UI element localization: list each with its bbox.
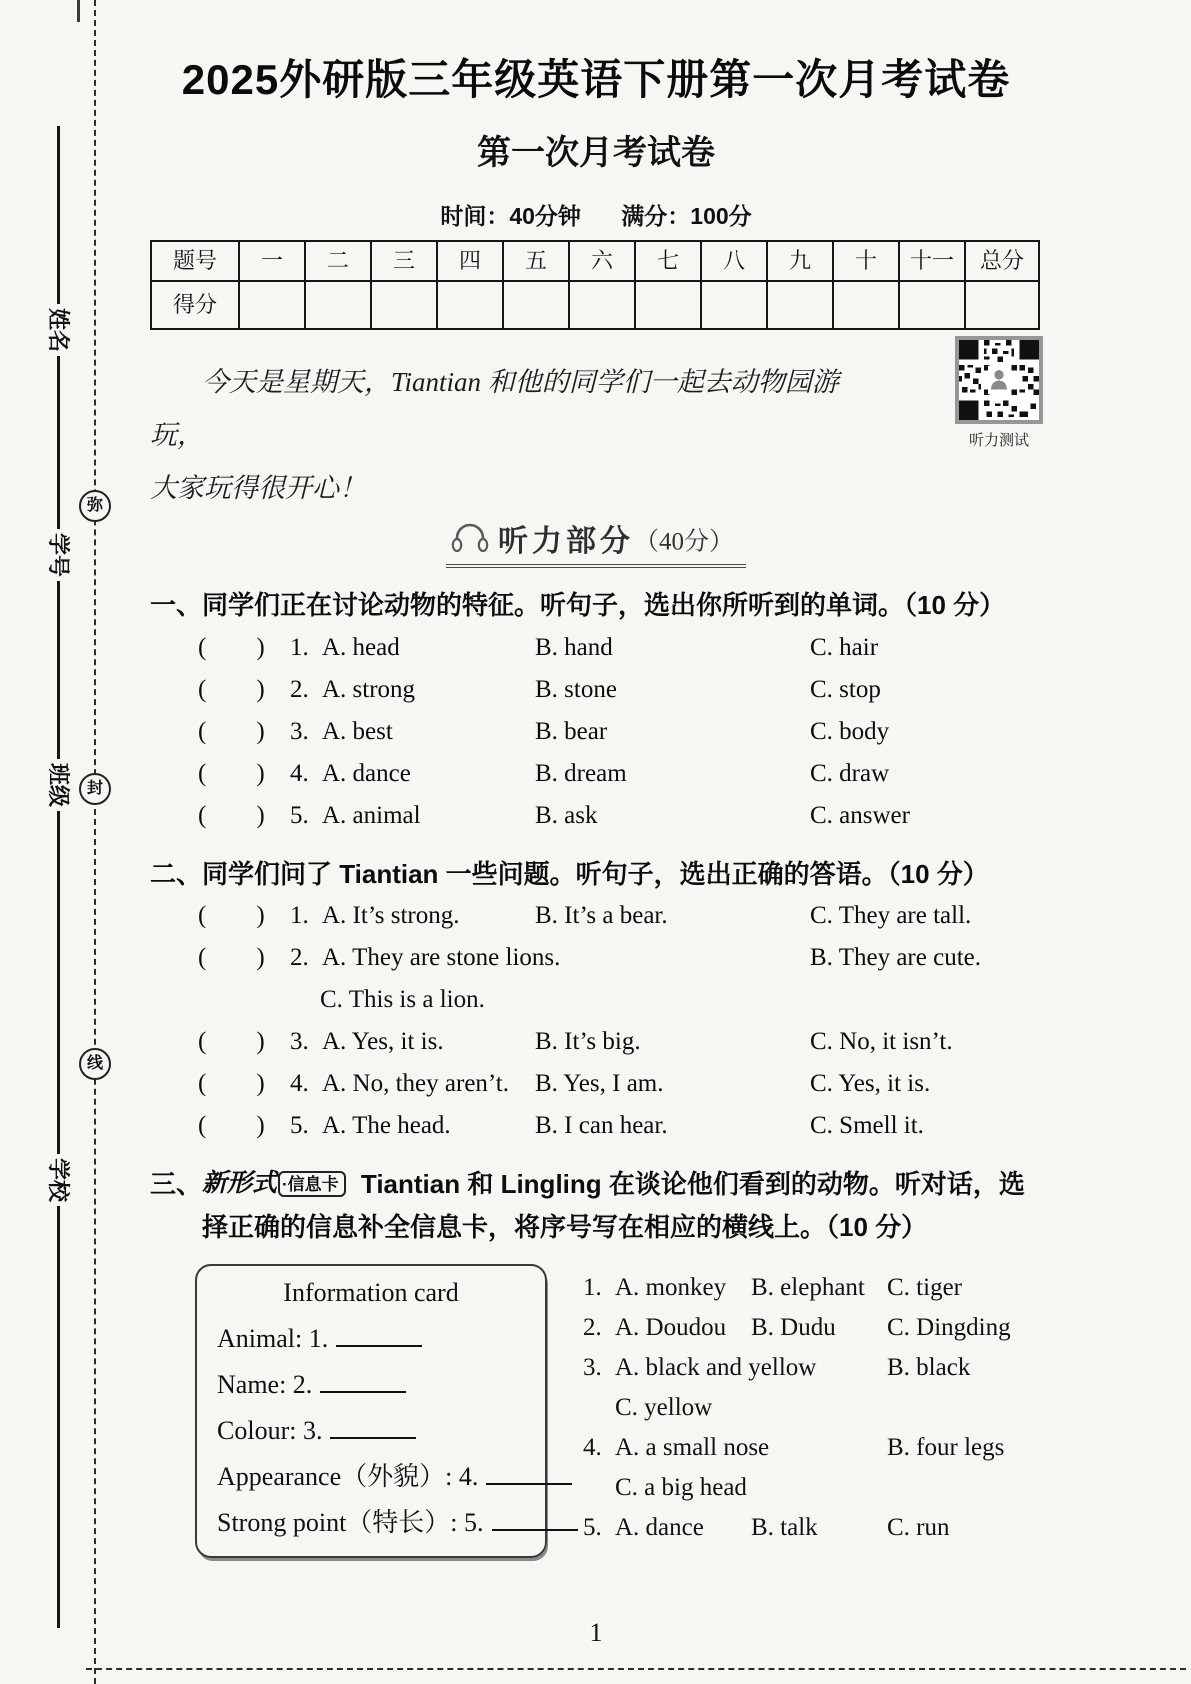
option-b: B. four legs <box>887 1434 1005 1462</box>
score-cell-empty <box>635 281 701 329</box>
card-row <box>217 1372 525 1398</box>
score-table-score-label: 得分 <box>151 281 239 329</box>
option-a: A. dance <box>322 759 411 787</box>
answer-row <box>150 1021 1042 1063</box>
score-cell-empty <box>899 281 965 329</box>
answer-blank <box>486 1465 572 1485</box>
score-cell-empty <box>767 281 833 329</box>
option-b: B. I can hear. <box>535 1112 668 1140</box>
section1-title: 同学们正在讨论动物的特征。听句子，选出你所听到的单词。（10 分） <box>202 589 1006 620</box>
option-row <box>583 1428 1042 1468</box>
option-b: B. They are cute. <box>810 944 981 972</box>
option-b: B. Yes, I am. <box>535 1070 664 1098</box>
option-c: C. Yes, it is. <box>810 1070 931 1098</box>
score-col: 十 <box>833 241 899 281</box>
page-number: 1 <box>589 1618 603 1648</box>
answer-bracket: ( ) <box>198 1028 265 1056</box>
option-a: A. Doudou <box>615 1314 727 1342</box>
option-c: C. run <box>887 1514 950 1542</box>
item-number: 4. <box>290 1070 309 1098</box>
card-field-name: Name: 2. <box>217 1370 313 1400</box>
score-cell-empty <box>437 281 503 329</box>
item-number: 5. <box>290 801 309 829</box>
answer-row <box>150 753 1042 795</box>
badge-label: ·信息卡 <box>278 1171 346 1197</box>
option-a: A. Yes, it is. <box>322 1028 444 1056</box>
intro-passage <box>150 356 870 514</box>
bottom-dashed-line <box>86 1668 1186 1670</box>
item-number: 1. <box>290 902 309 930</box>
answer-bracket: ( ) <box>198 944 265 972</box>
section3-body <box>150 1264 1042 1558</box>
score-table <box>150 240 1040 330</box>
option-row <box>583 1308 1042 1348</box>
score-col-total: 总分 <box>965 241 1039 281</box>
seal-char-feng: 封 <box>79 773 111 805</box>
option-a: A. monkey <box>615 1274 727 1302</box>
score-col: 四 <box>437 241 503 281</box>
section3-options <box>583 1264 1042 1558</box>
item-number: 3. <box>290 1028 309 1056</box>
option-c: C. Dingding <box>887 1314 1011 1342</box>
card-row <box>217 1464 525 1490</box>
score-col: 二 <box>305 241 371 281</box>
time-limit: 时间：40分钟 <box>440 203 581 230</box>
item-number: 1. <box>583 1274 602 1302</box>
option-a: A. It’s strong. <box>322 902 460 930</box>
score-table-score-row <box>151 281 1039 329</box>
answer-bracket: ( ) <box>198 675 265 703</box>
option-c: C. a big head <box>615 1474 747 1502</box>
listening-section-header <box>150 520 1042 568</box>
answer-blank <box>492 1511 578 1531</box>
section3-title: Tiantian 和 Lingling 在谈论他们看到的动物。听对话，选择正确的信息补全信息卡，将序号写在相应的横线上。（10 分） <box>202 1169 1025 1242</box>
option-a: A. best <box>322 717 393 745</box>
answer-bracket: ( ) <box>198 1070 265 1098</box>
seal-dashed-line <box>94 0 96 1684</box>
option-b: B. stone <box>535 675 617 703</box>
answer-bracket: ( ) <box>198 902 265 930</box>
margin-label-student-id: 学号 <box>43 529 73 581</box>
answer-row <box>150 711 1042 753</box>
option-row <box>583 1268 1042 1308</box>
option-c: C. No, it isn’t. <box>810 1028 953 1056</box>
score-cell-empty <box>833 281 899 329</box>
section1-heading <box>150 584 1042 627</box>
item-number: 4. <box>290 759 309 787</box>
information-card <box>195 1264 547 1558</box>
option-b: B. ask <box>535 801 598 829</box>
score-col: 五 <box>503 241 569 281</box>
option-c: C. tiger <box>887 1274 962 1302</box>
answer-row <box>150 669 1042 711</box>
card-field-strong-point: Strong point（特长）: 5. <box>217 1508 484 1538</box>
answer-bracket: ( ) <box>198 759 265 787</box>
answer-bracket: ( ) <box>198 801 265 829</box>
option-b: B. black <box>887 1354 971 1382</box>
section2-title: 同学们问了 Tiantian 一些问题。听句子，选出正确的答语。（10 分） <box>202 858 989 889</box>
listening-points: （40分） <box>633 528 734 556</box>
answer-row <box>150 895 1042 937</box>
option-a: A. head <box>322 633 400 661</box>
option-a: A. dance <box>615 1514 704 1542</box>
answer-blank <box>320 1373 406 1393</box>
answer-row-continuation <box>150 979 1042 1021</box>
exam-meta <box>150 205 1042 228</box>
listening-title: 听力部分 <box>497 524 634 558</box>
score-col: 六 <box>569 241 635 281</box>
full-score: 满分：100分 <box>621 203 752 230</box>
section2-number: 二、 <box>150 858 203 889</box>
new-format-badge <box>202 1171 346 1197</box>
item-number: 4. <box>583 1434 602 1462</box>
option-c: C. They are tall. <box>810 902 972 930</box>
card-row <box>217 1510 525 1536</box>
section1-number: 一、 <box>150 589 203 620</box>
answer-bracket: ( ) <box>198 717 265 745</box>
score-col: 九 <box>767 241 833 281</box>
score-col: 八 <box>701 241 767 281</box>
option-c: C. yellow <box>615 1394 713 1422</box>
option-a: A. black and yellow <box>615 1354 817 1382</box>
answer-row <box>150 1105 1042 1147</box>
option-c: C. This is a lion. <box>320 986 485 1014</box>
item-number: 2. <box>290 675 309 703</box>
score-table-header-row <box>151 241 1039 281</box>
item-number: 2. <box>583 1314 602 1342</box>
option-b: B. Dudu <box>751 1314 836 1342</box>
section3-number: 三、 <box>150 1169 203 1200</box>
exam-title: 2025外研版三年级英语下册第一次月考试卷 <box>181 56 1011 103</box>
answer-row <box>150 627 1042 669</box>
answer-blank <box>336 1327 422 1347</box>
card-row <box>217 1326 525 1352</box>
answer-row <box>150 795 1042 837</box>
answer-bracket: ( ) <box>198 1112 265 1140</box>
headphones-icon <box>450 520 490 552</box>
option-b: B. bear <box>535 717 608 745</box>
option-row-continuation <box>583 1388 1042 1428</box>
item-number: 1. <box>290 633 309 661</box>
information-card-title: Information card <box>283 1278 459 1308</box>
item-number: 2. <box>290 944 309 972</box>
card-field-colour: Colour: 3. <box>217 1416 323 1446</box>
card-row <box>217 1418 525 1444</box>
margin-label-school: 学校 <box>43 1154 73 1206</box>
answer-row <box>150 937 1042 979</box>
option-b: B. dream <box>535 759 627 787</box>
answer-bracket: ( ) <box>198 633 265 661</box>
item-number: 3. <box>290 717 309 745</box>
option-c: C. Smell it. <box>810 1112 924 1140</box>
section3-heading <box>150 1163 1042 1248</box>
option-a: A. The head. <box>322 1112 451 1140</box>
option-row <box>583 1348 1042 1388</box>
option-a: A. strong <box>322 675 416 703</box>
option-b: B. hand <box>535 633 613 661</box>
answer-row <box>150 1063 1042 1105</box>
item-number: 5. <box>583 1514 602 1542</box>
score-cell-empty <box>503 281 569 329</box>
qr-caption: 听力测试 <box>968 432 1029 449</box>
score-cell-empty <box>701 281 767 329</box>
badge-prefix: 新形式 <box>202 1169 278 1198</box>
option-a: A. animal <box>322 801 421 829</box>
card-field-animal: Animal: 1. <box>217 1324 329 1354</box>
answer-blank <box>330 1419 416 1439</box>
section2-heading <box>150 853 1042 896</box>
margin-label-name: 姓名 <box>43 304 73 356</box>
option-a: A. They are stone lions. <box>322 944 561 972</box>
option-c: C. draw <box>810 759 890 787</box>
top-left-line-stub <box>77 0 80 22</box>
score-cell-empty <box>305 281 371 329</box>
score-cell-empty <box>239 281 305 329</box>
option-c: C. answer <box>810 801 910 829</box>
option-a: A. No, they aren’t. <box>322 1070 509 1098</box>
option-b: B. It’s big. <box>535 1028 641 1056</box>
score-col: 七 <box>635 241 701 281</box>
option-a: A. a small nose <box>615 1434 770 1462</box>
margin-label-class: 班级 <box>43 759 73 811</box>
score-col: 一 <box>239 241 305 281</box>
seal-char-xian: 线 <box>79 1048 111 1080</box>
score-col: 十一 <box>899 241 965 281</box>
intro-line1: 今天是星期天，Tiantian 和他的同学们一起去动物园游玩， <box>150 367 839 450</box>
card-field-appearance: Appearance（外貌）: 4. <box>217 1462 479 1492</box>
option-c: C. body <box>810 717 890 745</box>
option-c: C. stop <box>810 675 881 703</box>
exam-subtitle: 第一次月考试卷 <box>477 133 715 172</box>
score-cell-empty <box>569 281 635 329</box>
option-row-continuation <box>583 1468 1042 1508</box>
intro-line2: 大家玩得很开心！ <box>150 472 366 503</box>
option-c: C. hair <box>810 633 879 661</box>
score-table-question-label: 题号 <box>151 241 239 281</box>
option-b: B. elephant <box>751 1274 865 1302</box>
score-col: 三 <box>371 241 437 281</box>
item-number: 5. <box>290 1112 309 1140</box>
score-cell-empty <box>371 281 437 329</box>
option-row <box>583 1508 1042 1548</box>
score-cell-empty <box>965 281 1039 329</box>
item-number: 3. <box>583 1354 602 1382</box>
option-b: B. talk <box>751 1514 818 1542</box>
seal-char-mi: 弥 <box>79 490 111 522</box>
option-b: B. It’s a bear. <box>535 902 668 930</box>
